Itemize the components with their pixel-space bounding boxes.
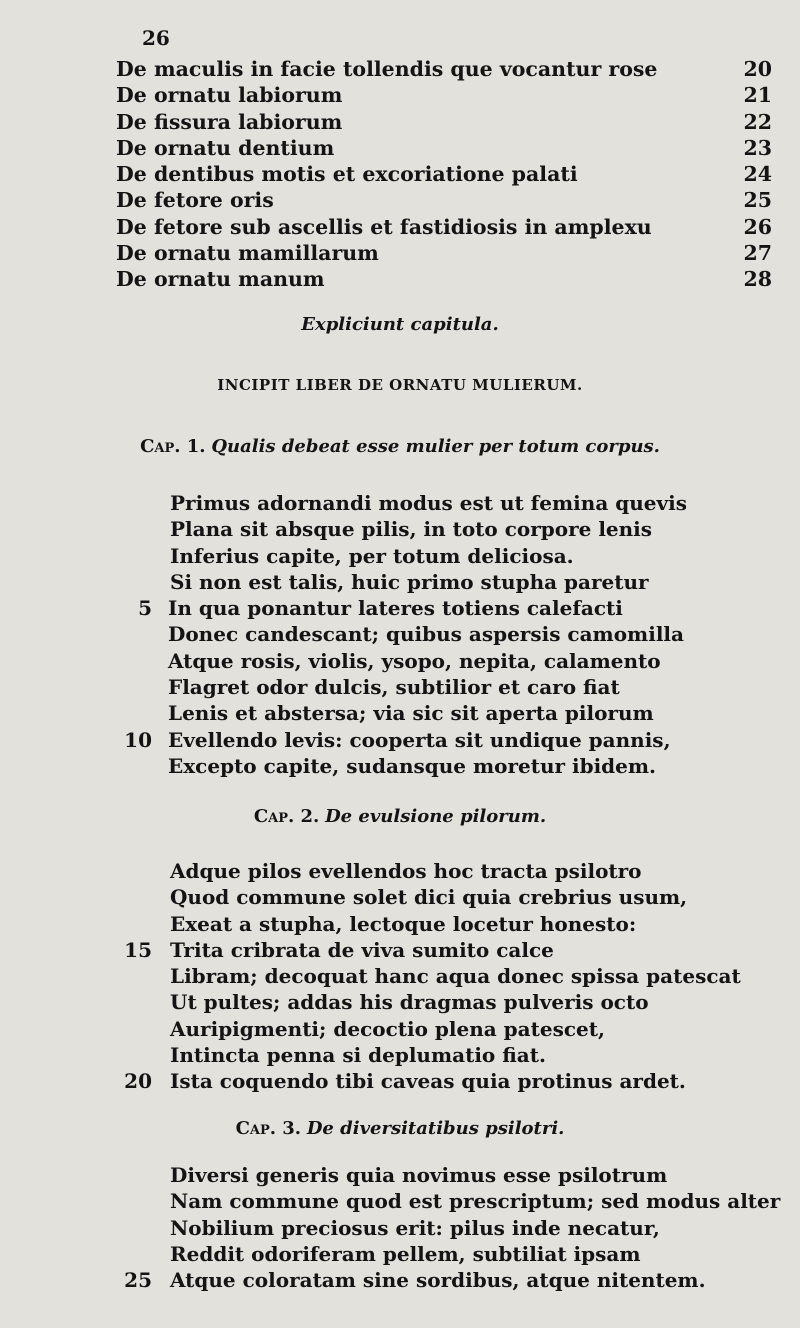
verse-number: 20 [124, 1069, 152, 1094]
verse-line [0, 963, 800, 989]
toc-entry [116, 266, 772, 292]
toc-entry-number: 27 [743, 241, 772, 266]
toc-entry-number: 28 [743, 267, 772, 292]
verse-text: Adque pilos evellendos hoc tracta psilotro [170, 859, 642, 883]
verse-line [0, 569, 800, 595]
toc-entry [116, 214, 772, 240]
verse-text: Atque coloratam sine sordibus, atque nitentem. [170, 1268, 706, 1293]
verse-line [0, 543, 800, 569]
verse-text: Ut pultes; addas his dragmas pulveris octo [170, 990, 649, 1015]
verse-line [0, 490, 800, 516]
chapter-title: Qualis debeat esse mulier per totum corpus. [211, 436, 660, 457]
verse-line [0, 858, 800, 884]
toc-entry-title: De fetore sub ascellis et fastidiosis in amplexu [116, 214, 652, 239]
verse-number: 25 [124, 1268, 152, 1293]
toc-entry-title: De fissura labiorum [116, 109, 343, 134]
toc-entry-number: 23 [743, 135, 772, 160]
verse-line [0, 727, 800, 753]
chapter-label: Cap. 2. [253, 806, 320, 827]
verse-line [0, 1042, 800, 1068]
page-number: 26 [142, 26, 170, 50]
chapter-label: Cap. 1. [140, 436, 206, 457]
verse-text: Exeat a stupha, lectoque locetur honesto: [170, 911, 637, 936]
incipit-heading: INCIPIT LIBER DE ORNATU MULIERUM. [217, 376, 583, 394]
verse-text: Atque rosis, violis, ysopo, nepita, calamento [168, 648, 661, 673]
verse-text: Evellendo levis: cooperta sit undique pannis, [168, 727, 671, 752]
verse-line [0, 648, 800, 674]
chapter-3-heading [0, 1118, 800, 1139]
verse-text: In qua ponantur lateres totiens calefacti [168, 596, 623, 621]
chapter-1-heading [0, 436, 800, 457]
toc-entry [116, 109, 772, 135]
verse-line [0, 989, 800, 1015]
verse-text: Excepto capite, sudansque moretur ibidem. [168, 753, 657, 778]
chapter-2-heading [0, 806, 800, 827]
toc-entry-number: 21 [743, 83, 772, 108]
verse-line [0, 1068, 800, 1094]
toc-entry [116, 135, 772, 161]
toc-entry [116, 187, 772, 213]
verse-line [0, 516, 800, 542]
verse-text: Ista coquendo tibi caveas quia protinus ardet. [170, 1069, 686, 1094]
verse-text: Inferius capite, per totum deliciosa. [170, 543, 574, 568]
verse-text: Diversi generis quia novimus esse psilotrum [170, 1163, 668, 1187]
verse-line [0, 1188, 800, 1214]
verse-line [0, 621, 800, 647]
chapter-2-verses [0, 858, 800, 1095]
verse-text: Trita cribrata de viva sumito calce [170, 937, 554, 962]
chapter-1-verses [0, 490, 800, 779]
verse-line [0, 911, 800, 937]
verse-line [0, 1215, 800, 1241]
toc-entry [116, 161, 772, 187]
toc-entry-number: 26 [743, 214, 772, 239]
toc-entry-title: De dentibus motis et excoriatione palati [116, 162, 578, 187]
toc-entry-title: De ornatu manum [116, 267, 325, 292]
chapter-label: Cap. 3. [235, 1118, 302, 1139]
verse-text: Primus adornandi modus est ut femina quevis [170, 491, 687, 515]
verse-text: Nam commune quod est prescriptum; sed modus alter [170, 1189, 781, 1214]
verse-number: 15 [124, 937, 152, 962]
table-of-contents [116, 56, 772, 293]
verse-text: Intincta penna si deplumatio fiat. [170, 1043, 546, 1068]
toc-entry-number: 22 [743, 109, 772, 134]
toc-entry-title: De ornatu labiorum [116, 83, 343, 108]
verse-number: 5 [138, 596, 152, 621]
toc-entry-title: De fetore oris [116, 188, 274, 213]
verse-text: Libram; decoquat hanc aqua donec spissa patescat [170, 964, 741, 989]
verse-line [0, 674, 800, 700]
verse-number: 10 [124, 727, 152, 752]
verse-text: Quod commune solet dici quia crebrius usum, [170, 885, 688, 910]
verse-line [0, 1267, 800, 1293]
toc-entry-number: 24 [743, 162, 772, 187]
verse-text: Donec candescant; quibus aspersis camomilla [168, 622, 684, 647]
chapter-3-verses [0, 1162, 800, 1293]
verse-line [0, 884, 800, 910]
verse-text: Flagret odor dulcis, subtilior et caro fiat [168, 675, 620, 700]
verse-text: Si non est talis, huic primo stupha paretur [170, 569, 649, 594]
verse-line [0, 1241, 800, 1267]
toc-entry-title: De ornatu mamillarum [116, 241, 379, 266]
verse-text: Nobilium preciosus erit: pilus inde necatur, [170, 1215, 660, 1240]
toc-entry [116, 240, 772, 266]
toc-entry [116, 56, 772, 82]
chapter-title: De diversitatibus psilotri. [306, 1118, 565, 1139]
toc-entry [116, 82, 772, 108]
verse-text: Auripigmenti; decoctio plena patescet, [170, 1016, 605, 1041]
verse-line [0, 700, 800, 726]
toc-entry-title: De ornatu dentium [116, 135, 335, 160]
verse-line [0, 595, 800, 621]
verse-line [0, 753, 800, 779]
verse-line [0, 1016, 800, 1042]
verse-text: Reddit odoriferam pellem, subtiliat ipsam [170, 1241, 641, 1266]
toc-entry-number: 25 [743, 188, 772, 213]
toc-entry-title: De maculis in facie tollendis que vocantur rose [116, 57, 658, 81]
verse-line [0, 937, 800, 963]
verse-line [0, 1162, 800, 1188]
explicit-line: Expliciunt capitula. [301, 314, 499, 335]
verse-text: Plana sit absque pilis, in toto corpore lenis [170, 517, 653, 542]
verse-text: Lenis et abstersa; via sic sit aperta pilorum [168, 701, 654, 726]
chapter-title: De evulsione pilorum. [325, 806, 547, 827]
toc-entry-number: 20 [743, 57, 772, 81]
